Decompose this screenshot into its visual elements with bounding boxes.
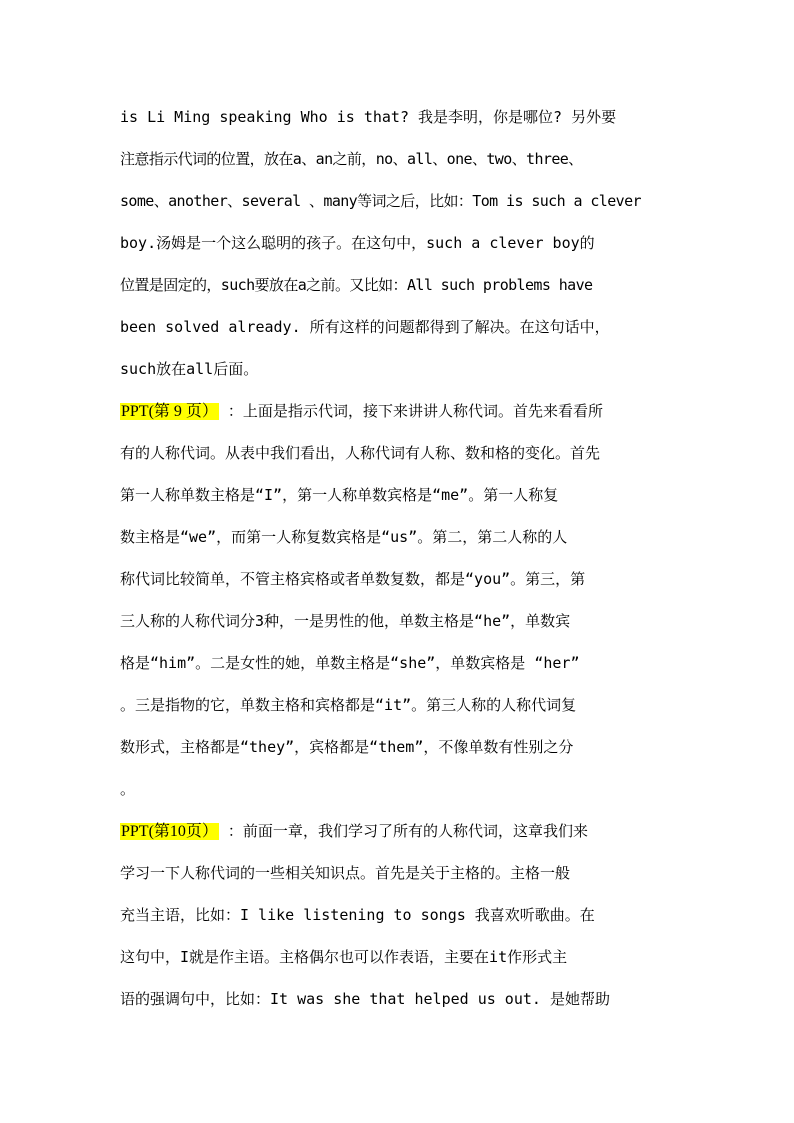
paragraph-ppt-page-10 [120,817,680,1027]
text-line: is Li Ming speaking Who is that? 我是李明，你是哪位? 另外要 [120,108,617,126]
text-line: been solved already. 所有这样的问题都得到了解决。在这句话中， [120,318,610,336]
text-line: 第一人称单数主格是“I”，第一人称单数宾格是“me”。第一人称复 [120,486,559,504]
text-line [120,397,680,439]
text-line [120,817,680,859]
text-line: 称代词比较简单，不管主格宾格或者单数复数，都是“you”。第三，第 [120,570,586,588]
text-line: 位置是固定的，such要放在a之前。又比如：All such problems have [120,276,593,294]
text-line: 语的强调句中，比如：It was she that helped us out. 是她帮助 [120,990,610,1008]
text-line: 这句中，I就是作主语。主格偶尔也可以作表语，主要在it作形式主 [120,948,568,966]
text-line: 三人称的人称代词分3种，一是男性的他，单数主格是“he”，单数宾 [120,612,571,630]
text-line: 有的人称代词。从表中我们看出，人称代词有人称、数和格的变化。首先 [120,444,601,462]
text-line: 格是“him”。二是女性的她，单数主格是“she”，单数宾格是 “her” [120,654,580,672]
ppt-page-label: PPT(第 9 页） [121,403,218,420]
paragraph-ppt-page-9 [120,397,680,817]
text-line: 学习一下人称代词的一些相关知识点。首先是关于主格的。主格一般 [120,864,571,882]
ppt-page-label: PPT(第10页） [121,823,218,840]
paragraph-demonstrative-position [120,103,680,397]
text-line: such放在all后面。 [120,360,259,378]
text-line: 。 [120,780,136,798]
text-span: ：前面一章，我们学习了所有的人称代词，这章我们来 [218,822,588,840]
text-line: boy.汤姆是一个这么聪明的孩子。在这句中，such a clever boy的 [120,234,595,252]
text-line: 充当主语，比如：I like listening to songs 我喜欢听歌曲。在 [120,906,595,924]
text-line: 数主格是“we”，而第一人称复数宾格是“us”。第二，第二人称的人 [120,528,568,546]
text-line: 数形式，主格都是“they”，宾格都是“them”，不像单数有性别之分 [120,738,574,756]
text-line: 注意指示代词的位置，放在a、an之前，no、all、one、two、three、 [120,150,583,168]
text-line: 。三是指物的它，单数主格和宾格都是“it”。第三人称的人称代词复 [120,696,577,714]
text-line: some、another、several 、many等词之后，比如：Tom is such a clever [120,192,641,210]
document-page [120,103,680,1027]
text-span: ：上面是指示代词，接下来讲讲人称代词。首先来看看所 [218,402,603,420]
